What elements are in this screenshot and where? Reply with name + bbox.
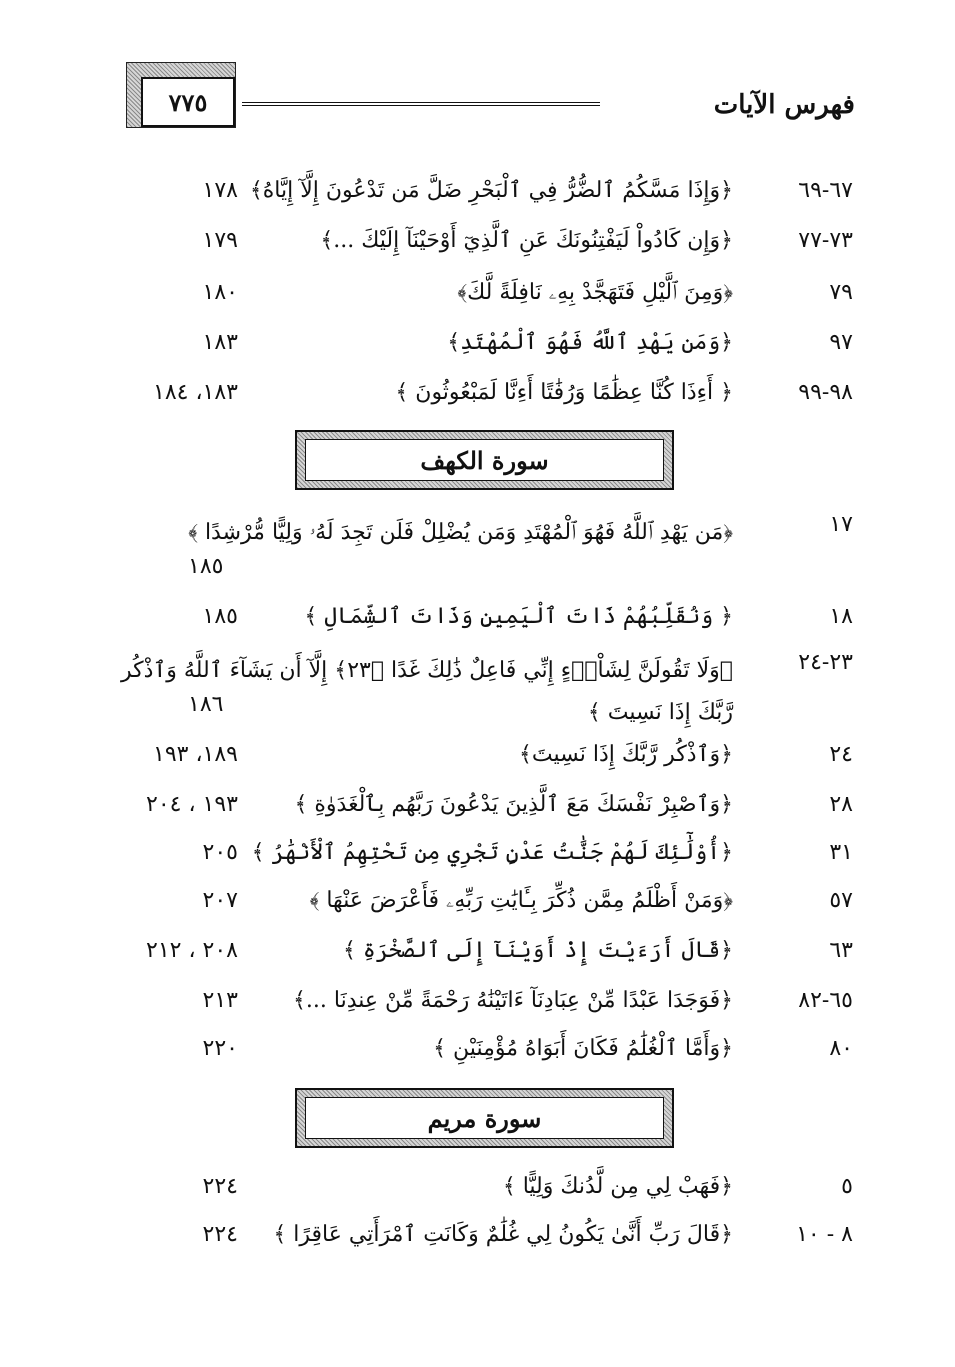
surah-header-frame: [295, 1088, 674, 1148]
page-ref: ١٩٣ ، ٢٠٤: [146, 792, 238, 817]
verse-text: ﴿أُوْلَٰٓئِكَ لَهُمْ جَنَّٰتُ عَدْنٍ تَجْرِي مِن تَحْتِهِمُ ٱلْأَنْهَٰرُ ﴾: [251, 840, 733, 865]
surah-title: سورة الكهف: [305, 439, 664, 481]
page-ref: ٢٢٤: [202, 1174, 238, 1199]
page-title: فهرس الآيات: [713, 90, 855, 120]
verse-number: ١٨: [829, 604, 853, 629]
page-ref: ١٨٦: [188, 692, 224, 717]
index-row: [0, 512, 955, 584]
page-ref: ٢١٣: [202, 988, 238, 1013]
page-ref: ١٨٣: [202, 330, 238, 355]
verse-text: ﴿ وَنُقَلِّبُهُمْ ذَاتَ ٱلْيَمِينِ وَذَاتَ ٱلشِّمَالِ ﴾: [304, 604, 733, 629]
verse-text: ﴿وَأَمَّا ٱلْغُلَٰمُ فَكَانَ أَبَوَاهُ مُؤْمِنَيْنِ ﴾: [433, 1036, 733, 1061]
verse-text: ﴿فَوَجَدَا عَبْدًا مِّنْ عِبَادِنَآ ءَاتَيْنَٰهُ رَحْمَةً مِّنْ عِندِنَا ...﴾: [293, 988, 733, 1013]
verse-text: ﴿وَمَنْ أَظْلَمُ مِمَّن ذُكِّرَ بِـَٔايَٰتِ رَبِّهِۦ فَأَعْرَضَ عَنْهَا ﴾: [309, 888, 733, 913]
verse-number: ٥٧: [829, 888, 853, 913]
verse-number: ٣١: [829, 840, 853, 865]
verse-number: ٢٣-٢٤: [798, 650, 853, 675]
page-ref: ٢٠٧: [202, 888, 238, 913]
verse-number: ٦٥-٨٢: [798, 988, 853, 1013]
index-row: [0, 280, 955, 320]
verse-text: ﴿وَمَن يَهْدِ ٱللَّهُ فَهُوَ ٱلْمُهْتَدِ﴾: [447, 330, 733, 355]
verse-text: ﴿مَن يَهْدِ ٱللَّهُ فَهُوَ ٱلْمُهْتَدِ وَمَن يُضْلِلْ فَلَن تَجِدَ لَهُۥ وَلِيًّا مُّرْشِدًا ﴾: [188, 520, 733, 545]
verse-number: ٥: [841, 1174, 853, 1199]
index-row: [0, 178, 955, 218]
index-row: [0, 888, 955, 928]
page-number-frame: [126, 62, 236, 128]
verse-number: ٢٤: [829, 742, 853, 767]
page-ref: ١٨٥: [188, 554, 224, 579]
verse-number: ٦٧-٦٩: [798, 178, 853, 203]
verse-number: ٧٩: [829, 280, 853, 305]
verse-number: ٦٣: [829, 938, 853, 963]
verse-text: ﴿وَٱذْكُر رَّبَّكَ إِذَا نَسِيتَ﴾: [519, 742, 733, 767]
page-ref: ٢٠٨ ، ٢١٢: [146, 938, 238, 963]
verse-number: ٩٨-٩٩: [798, 380, 853, 405]
surah-header-frame: [295, 430, 674, 490]
index-row: [0, 988, 955, 1028]
page-number: ٧٧٥: [141, 77, 235, 127]
index-row: [0, 1036, 955, 1076]
page-ref: ١٨٣، ١٨٤: [153, 380, 238, 405]
verse-number: ٨ - ١٠: [796, 1222, 853, 1247]
page-ref: ٢٢٠: [202, 1036, 238, 1061]
verse-text: ﴿ أَءِذَا كُنَّا عِظَٰمًا وَرُفَٰتًا أَءِنَّا لَمَبْعُوثُونَ ﴾: [395, 380, 733, 405]
verse-text: ﴿وَلَا تَقُولَنَّ لِشَاْىۡءٍ إِنِّي فَاعِلٌ ذَٰلِكَ غَدًا ﴿٢٣﴾ إِلَّآ أَن يَشَآءَ ٱللَّهُ وَٱذْكُر رَّبَّكَ إِذَا نَسِيتَ ﴾: [121, 658, 733, 725]
index-row: [0, 742, 955, 782]
verse-number: ١٧: [829, 512, 853, 537]
verse-number: ٨٠: [829, 1036, 853, 1061]
verse-text: ﴿وَٱصْبِرْ نَفْسَكَ مَعَ ٱلَّذِينَ يَدْعُونَ رَبَّهُم بِٱلْغَدَوٰةِ ﴾: [294, 792, 733, 817]
page-ref: ١٨٥: [202, 604, 238, 629]
verse-text: ﴿قَالَ رَبِّ أَنَّىٰ يَكُونُ لِي غُلَٰمٌ وَكَانَتِ ٱمْرَأَتِي عَاقِرًا ﴾: [273, 1222, 733, 1247]
verse-text: ﴿فَهَبْ لِي مِن لَّدُنكَ وَلِيًّا ﴾: [502, 1174, 733, 1199]
verse-number: ٢٨: [829, 792, 853, 817]
header-rule: [242, 102, 600, 106]
index-row: [0, 604, 955, 644]
index-row: [0, 1174, 955, 1214]
index-row: [0, 840, 955, 880]
verse-number: ٧٣-٧٧: [798, 228, 853, 253]
page-ref: ١٧٨: [202, 178, 238, 203]
index-row: [0, 330, 955, 370]
surah-title: سورة مريم: [305, 1097, 664, 1139]
page-ref: ٢٠٥: [202, 840, 238, 865]
index-row: [0, 228, 955, 268]
page-ref: ١٨٩، ١٩٣: [153, 742, 238, 767]
verse-text: ﴿وَإِذَا مَسَّكُمُ ٱلضُّرُّ فِي ٱلْبَحْرِ ضَلَّ مَن تَدْعُونَ إِلَّآ إِيَّاهُ﴾: [249, 178, 733, 203]
index-row: [0, 380, 955, 420]
page-ref: ١٧٩: [202, 228, 238, 253]
page-ref: ٢٢٤: [202, 1222, 238, 1247]
index-row: [0, 792, 955, 832]
verse-text: ﴿وَإِن كَادُواْ لَيَفْتِنُونَكَ عَنِ ٱلَّذِيٓ أَوْحَيْنَآ إِلَيْكَ ...﴾: [320, 228, 733, 253]
page-ref: ١٨٠: [202, 280, 238, 305]
index-row: [0, 650, 955, 730]
index-row: [0, 938, 955, 978]
verse-number: ٩٧: [829, 330, 853, 355]
verse-text: ﴿وَمِنَ ٱلَّيْلِ فَتَهَجَّدْ بِهِۦ نَافِلَةً لَّكَ﴾: [457, 280, 733, 305]
index-row: [0, 1222, 955, 1262]
verse-text: ﴿قَالَ أَرَءَيْتَ إِذْ أَوَيْنَآ إِلَى ٱلصَّخْرَةِ ﴾: [342, 938, 733, 963]
